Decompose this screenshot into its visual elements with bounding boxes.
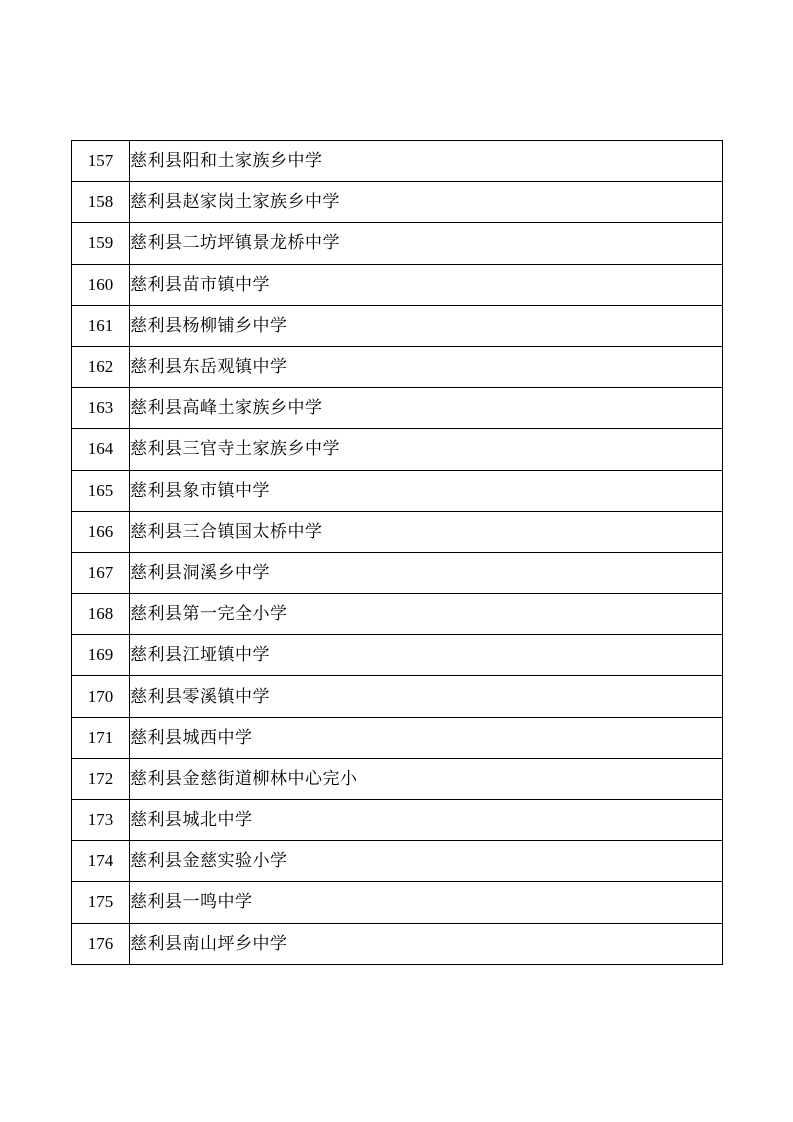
row-number: 175 xyxy=(72,882,130,923)
table-row xyxy=(72,141,723,182)
table-row xyxy=(72,470,723,511)
row-number: 167 xyxy=(72,552,130,593)
table-row xyxy=(72,758,723,799)
school-name: 慈利县象市镇中学 xyxy=(130,470,723,511)
row-number: 174 xyxy=(72,841,130,882)
table-row xyxy=(72,346,723,387)
table-row xyxy=(72,841,723,882)
table-row xyxy=(72,182,723,223)
table-row xyxy=(72,388,723,429)
school-name: 慈利县城北中学 xyxy=(130,800,723,841)
school-name: 慈利县阳和土家族乡中学 xyxy=(130,141,723,182)
school-name: 慈利县城西中学 xyxy=(130,717,723,758)
table-row xyxy=(72,676,723,717)
table-row xyxy=(72,882,723,923)
school-name: 慈利县二坊坪镇景龙桥中学 xyxy=(130,223,723,264)
row-number: 160 xyxy=(72,264,130,305)
school-name: 慈利县高峰土家族乡中学 xyxy=(130,388,723,429)
table-body xyxy=(72,141,723,965)
row-number: 157 xyxy=(72,141,130,182)
school-name: 慈利县东岳观镇中学 xyxy=(130,346,723,387)
row-number: 172 xyxy=(72,758,130,799)
row-number: 159 xyxy=(72,223,130,264)
school-name: 慈利县零溪镇中学 xyxy=(130,676,723,717)
table-row xyxy=(72,552,723,593)
row-number: 168 xyxy=(72,594,130,635)
school-name: 慈利县江垭镇中学 xyxy=(130,635,723,676)
row-number: 176 xyxy=(72,923,130,964)
row-number: 161 xyxy=(72,305,130,346)
table-row xyxy=(72,635,723,676)
row-number: 171 xyxy=(72,717,130,758)
table-row xyxy=(72,264,723,305)
school-name: 慈利县第一完全小学 xyxy=(130,594,723,635)
row-number: 162 xyxy=(72,346,130,387)
school-name: 慈利县三合镇国太桥中学 xyxy=(130,511,723,552)
row-number: 163 xyxy=(72,388,130,429)
table-row xyxy=(72,800,723,841)
school-name: 慈利县南山坪乡中学 xyxy=(130,923,723,964)
table-row xyxy=(72,429,723,470)
table-row xyxy=(72,923,723,964)
school-name: 慈利县赵家岗土家族乡中学 xyxy=(130,182,723,223)
table-row xyxy=(72,594,723,635)
row-number: 170 xyxy=(72,676,130,717)
school-name: 慈利县金慈实验小学 xyxy=(130,841,723,882)
row-number: 169 xyxy=(72,635,130,676)
school-name: 慈利县三官寺土家族乡中学 xyxy=(130,429,723,470)
school-name: 慈利县金慈街道柳林中心完小 xyxy=(130,758,723,799)
row-number: 173 xyxy=(72,800,130,841)
school-name: 慈利县苗市镇中学 xyxy=(130,264,723,305)
table-row xyxy=(72,511,723,552)
row-number: 166 xyxy=(72,511,130,552)
school-name: 慈利县一鸣中学 xyxy=(130,882,723,923)
table-row xyxy=(72,305,723,346)
school-table xyxy=(71,140,723,965)
table-row xyxy=(72,717,723,758)
school-name: 慈利县杨柳铺乡中学 xyxy=(130,305,723,346)
table-row xyxy=(72,223,723,264)
row-number: 158 xyxy=(72,182,130,223)
row-number: 164 xyxy=(72,429,130,470)
row-number: 165 xyxy=(72,470,130,511)
school-name: 慈利县洞溪乡中学 xyxy=(130,552,723,593)
